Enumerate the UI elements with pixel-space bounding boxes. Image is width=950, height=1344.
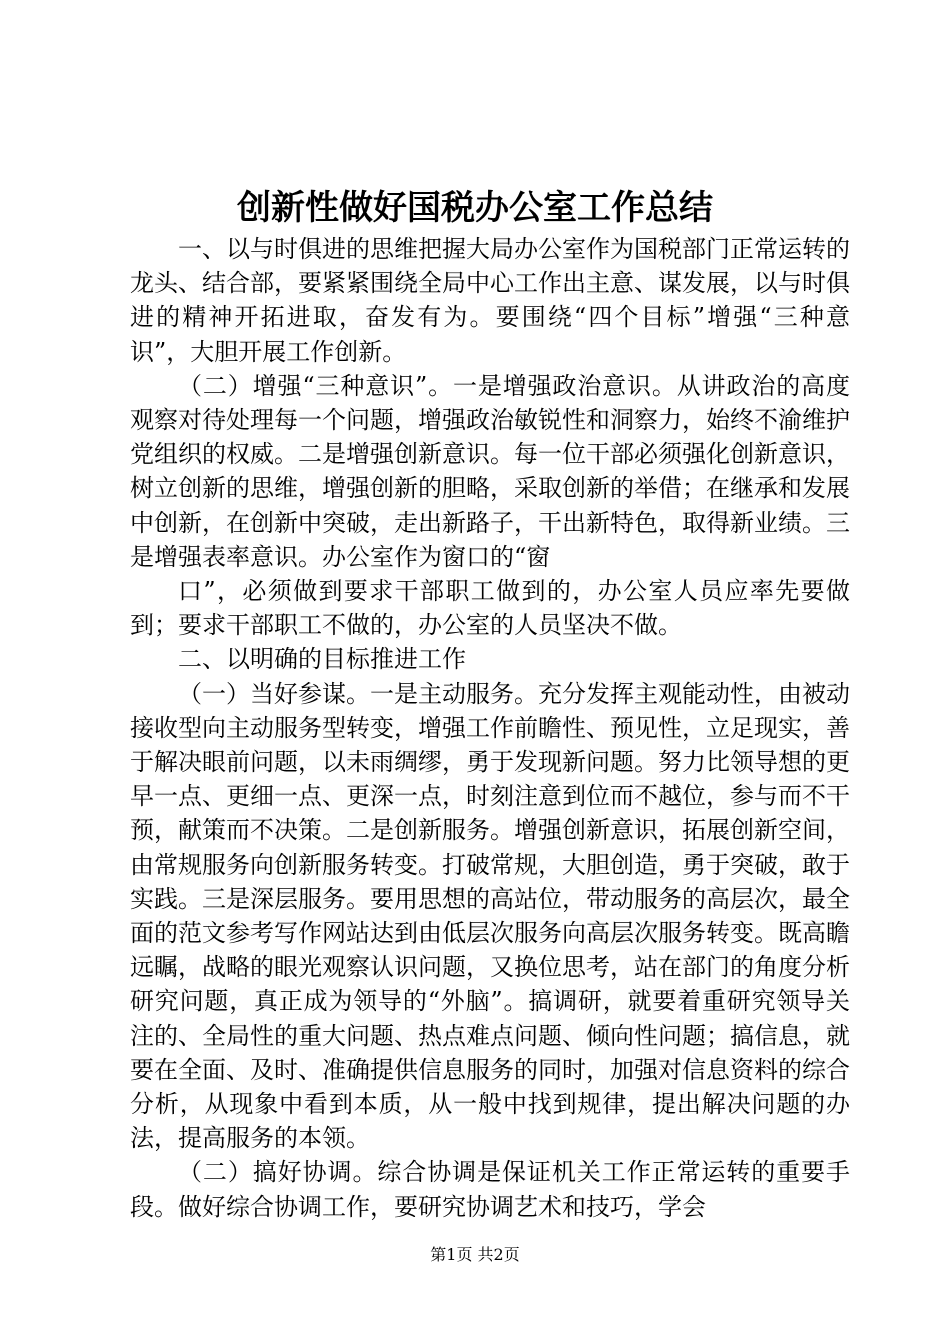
paragraph-5: （二）搞好协调。综合协调是保证机关工作正常运转的重要手段。做好综合协调工作，要研究协调艺术和技巧，学会 [130,1158,850,1221]
document-title: 创新性做好国税办公室工作总结 [237,188,713,228]
paragraph-4: （一）当好参谋。一是主动服务。充分发挥主观能动性，由被动接收型向主动服务型转变，增强工作前瞻性、预见性，立足现实，善于解决眼前问题，以未雨绸缪，勇于发现新问题。努力比领导想的更早一点、更细一点、更深一点，时刻注意到位而不越位，参与而不干预，献策而不决策。二是创新服务。增强创新意识，拓展创新空间，由常规服务向创新服务转变。打破常规，大胆创造，勇于突破，敢于实践。三是深层服务。要用思想的高站位，带动服务的高层次，最全面的范文参考写作网站达到由低层次服务向高层次服务转变。既高瞻远瞩，战略的眼光观察认识问题，又换位思考，站在部门的角度分析研究问题，真正成为领导的“外脑”。搞调研，就要着重研究领导关注的、全局性的重大问题、热点难点问题、倾向性问题；搞信息，就要在全面、及时、准确提供信息服务的同时，加强对信息资料的综合分析，从现象中看到本质，从一般中找到规律，提出解决问题的办法，提高服务的本领。 [130,679,850,1153]
paragraph-3: 口”，必须做到要求干部职工做到的，办公室人员应率先要做到；要求干部职工不做的，办公室的人员坚决不做。 [130,577,850,640]
paragraph-2: （二）增强“三种意识”。一是增强政治意识。从讲政治的高度观察对待处理每一个问题，增强政治敏锐性和洞察力，始终不渝维护党组织的权威。二是增强创新意识。每一位干部必须强化创新意识，树立创新的思维，增强创新的胆略，采取创新的举借；在继承和发展中创新，在创新中突破，走出新路子，干出新特色，取得新业绩。三是增强表率意识。办公室作为窗口的“窗 [130,371,850,571]
document-body [130,232,850,1224]
section-heading: 二、以明确的目标推进工作 [178,645,466,674]
page-number: 第1页 共2页 [430,1245,520,1264]
paragraph-1: 一、以与时俱进的思维把握大局办公室作为国税部门正常运转的龙头、结合部，要紧紧围绕全局中心工作出主意、谋发展，以与时俱进的精神开拓进取，奋发有为。要围绕“四个目标”增强“三种意识”，大胆开展工作创新。 [130,235,850,366]
